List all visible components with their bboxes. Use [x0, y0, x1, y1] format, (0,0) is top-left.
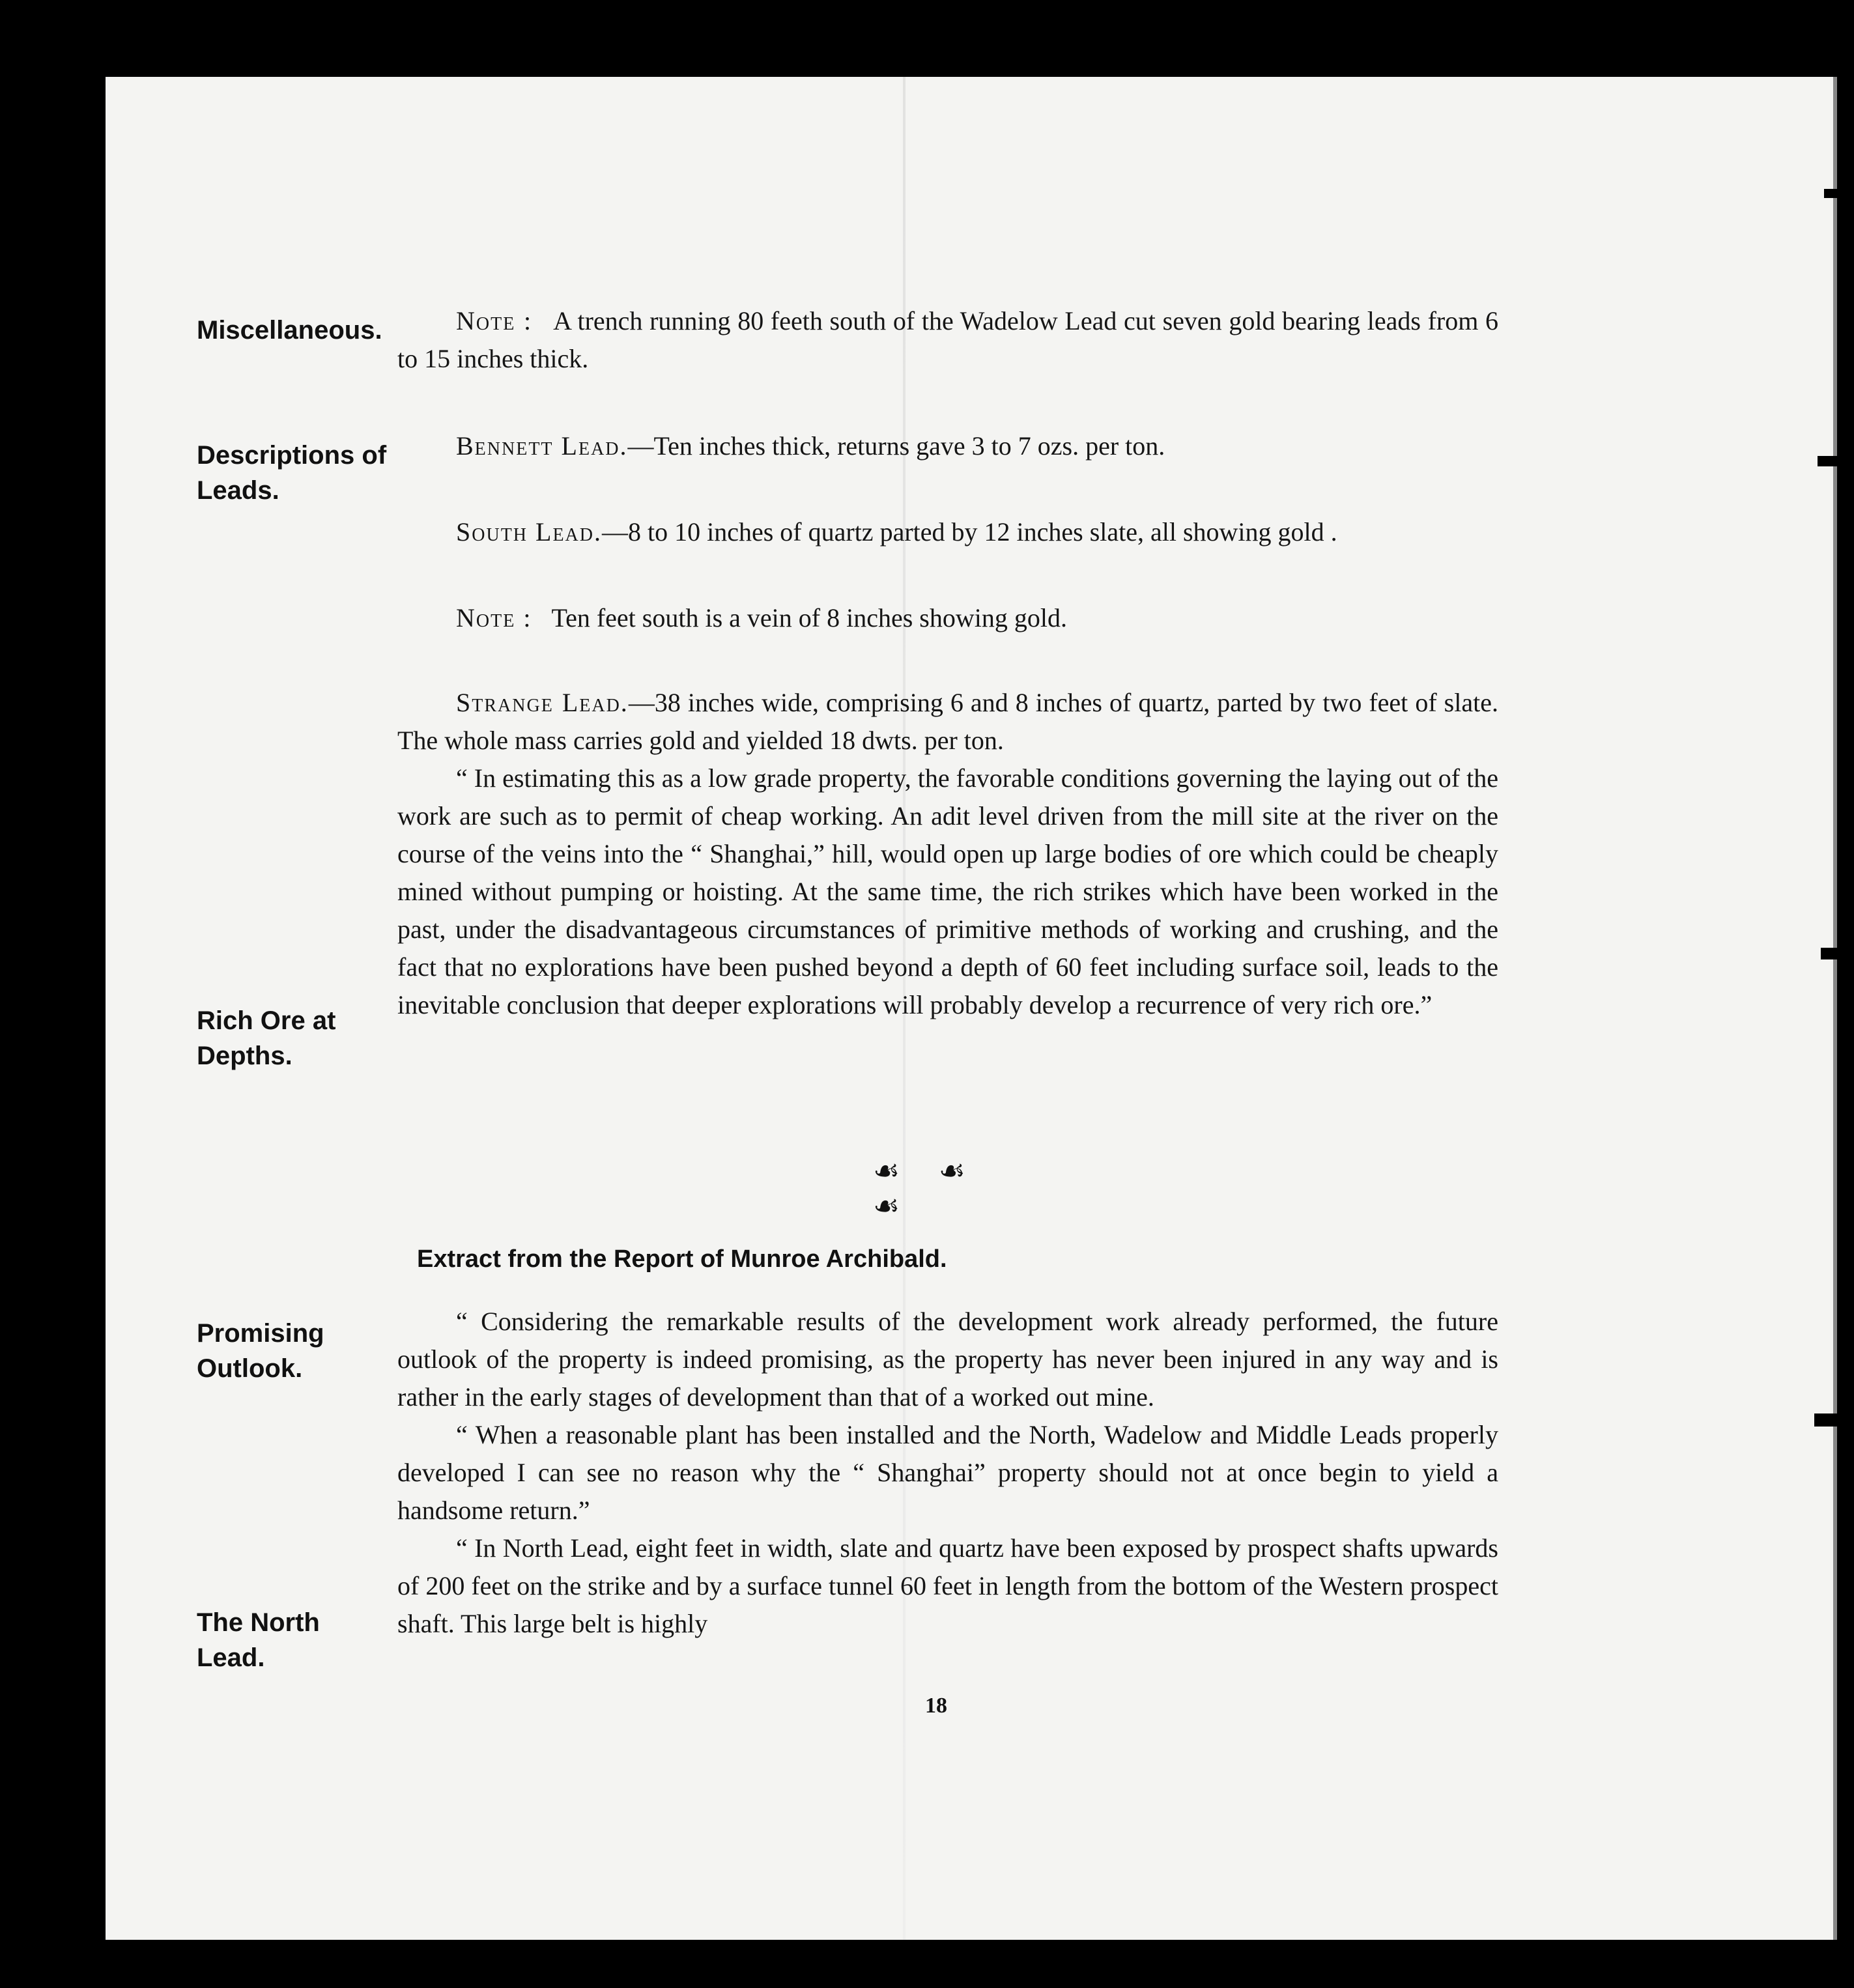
sidenote-miscellaneous [197, 313, 392, 348]
note-ten-feet [397, 599, 1498, 637]
lead-label: Bennett Lead. [456, 431, 628, 461]
paragraph: “ Considering the remarkable results of the development work already performed, the future outlook of the property is indeed promising, as the property has never been injured in any way and is rather in the early stages of development than that of a worked out mine. [397, 1307, 1498, 1412]
paragraph: “ When a reasonable plant has been installed and the North, Wadelow and Middle Leads properly developed I can see no reason why the “ Shanghai” property should not at once begin to yield a handsome return.” [397, 1420, 1498, 1525]
sidenote-promising [197, 1316, 392, 1386]
note-text: Ten feet south is a vein of 8 inches showing gold. [551, 603, 1067, 632]
edge-notch [1818, 456, 1837, 466]
sidenote-line: Outlook. [197, 1354, 303, 1383]
note-label: Note : [456, 306, 533, 335]
archibald-extract [397, 1303, 1498, 1643]
sidenote-north-lead [197, 1605, 392, 1675]
sidenote-line: Promising [197, 1319, 324, 1348]
edge-notch [1821, 948, 1837, 959]
bennett-lead [397, 427, 1498, 465]
sidenote-line: Miscellaneous. [197, 316, 382, 345]
sidenote-line: Lead. [197, 1643, 265, 1672]
sidenote-rich-ore [197, 1003, 392, 1073]
sidenote-line: Depths. [197, 1042, 292, 1070]
sidenote-line: The North [197, 1608, 320, 1637]
page-number: 18 [925, 1694, 947, 1718]
note-text: A trench running 80 feeth south of the Wadelow Lead cut seven gold bearing leads from 6 to 15 inches thick. [397, 306, 1499, 373]
south-lead [397, 513, 1498, 551]
edge-notch [1814, 1413, 1837, 1427]
edge-notch [1824, 189, 1837, 198]
lead-text: —Ten inches thick, returns gave 3 to 7 ozs. per ton. [627, 431, 1165, 461]
sidenote-line: Rich Ore at [197, 1006, 336, 1035]
sidenote-line: Leads. [197, 476, 279, 505]
lead-label: Strange Lead. [456, 688, 629, 717]
sidenote-descriptions [197, 438, 392, 508]
lead-text: —38 inches wide, comprising 6 and 8 inches of quartz, parted by two feet of slate. The whole mass carries gold and yielded 18 dwts. per ton. [397, 688, 1498, 755]
section-heading: Extract from the Report of Munroe Archibald. [417, 1245, 947, 1273]
strange-lead-and-quote [397, 684, 1498, 1024]
quote-paragraph: “ In estimating this as a low grade property, the favorable conditions governing the laying out of the work are such as to permit of cheap working. An adit level driven from the mill site at the river on the course of the veins into the “ Shanghai,” hill, would open up large bodies of ore which could be cheaply mined without pumping or hoisting. At the same time, the rich strikes which have been worked in the past, under the disadvantageous circumstances of primitive methods of working and crushing, and the fact that no explorations have been pushed beyond a depth of 60 feet including surface soil, leads to the inevitable conclusion that deeper explorations will probably develop a recurrence of very rich ore.” [397, 763, 1498, 1019]
lead-label: South Lead. [456, 517, 602, 547]
note-label: Note : [456, 603, 532, 632]
note-trench [397, 302, 1498, 378]
sidenote-line: Descriptions of [197, 441, 387, 470]
lead-text: —8 to 10 inches of quartz parted by 12 inches slate, all showing gold . [602, 517, 1337, 547]
ornament: ☙ ☙ ☙ [873, 1154, 981, 1223]
paragraph: “ In North Lead, eight feet in width, slate and quartz have been exposed by prospect shafts upwards of 200 feet on the strike and by a surface tunnel 60 feet in length from the bottom of the Western prospect shaft. This large belt is highly [397, 1533, 1498, 1638]
